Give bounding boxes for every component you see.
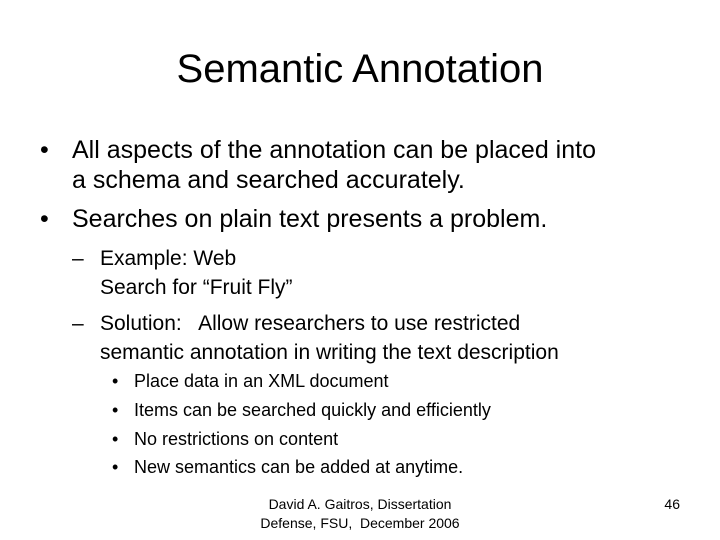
sub-bullet-text-line: Search for “Fruit Fly” (100, 276, 293, 299)
sub-sub-bullet-text: Items can be searched quickly and efficiently (134, 400, 491, 420)
sub-sub-bullet-item (112, 453, 672, 482)
bullet-text (72, 204, 700, 234)
sub-sub-bullet-marker: • (112, 429, 119, 449)
sub-sub-bullet-marker: • (112, 371, 119, 391)
bullet-marker: • (40, 136, 49, 164)
bullet-text-line: All aspects of the annotation can be placed into (72, 136, 596, 164)
sub-sub-bullet-text: Place data in an XML document (134, 371, 389, 391)
sub-bullet-marker: – (72, 312, 84, 335)
bullet-item (40, 135, 700, 195)
sub-bullet-item (72, 244, 672, 302)
sub-sub-bullet-item (112, 425, 672, 454)
sub-sub-bullet-text: No restrictions on content (134, 429, 339, 449)
sub-sub-bullet-text: New semantics can be added at anytime. (134, 457, 464, 477)
bullet-text-line: a schema and searched accurately. (72, 166, 465, 194)
footer-line: David A. Gaitros, Dissertation (268, 496, 452, 512)
bullet-text-line: Searches on plain text presents a problem. (72, 205, 548, 233)
sub-bullet-text-line: Example: Web (100, 247, 237, 270)
page-number: 46 (664, 496, 680, 512)
slide-footer (220, 495, 500, 533)
footer-line: Defense, FSU, December 2006 (260, 515, 460, 531)
bullet-item (40, 204, 700, 234)
sub-bullet-text (100, 244, 672, 302)
bullet-marker: • (40, 205, 49, 233)
sub-bullet-item (72, 309, 672, 367)
sub-sub-bullet-item (112, 367, 672, 396)
sub-sub-bullet-marker: • (112, 457, 119, 477)
sub-bullet-text (100, 309, 672, 367)
sub-bullet-marker: – (72, 247, 84, 270)
sub-bullet-text-line: Solution: Allow researchers to use restricted (100, 312, 521, 335)
sub-sub-bullet-item (112, 396, 672, 425)
bullet-text (72, 135, 700, 195)
sub-bullet-text-line: semantic annotation in writing the text description (100, 341, 559, 364)
sub-sub-bullet-marker: • (112, 400, 119, 420)
slide-title: Semantic Annotation (176, 47, 544, 91)
